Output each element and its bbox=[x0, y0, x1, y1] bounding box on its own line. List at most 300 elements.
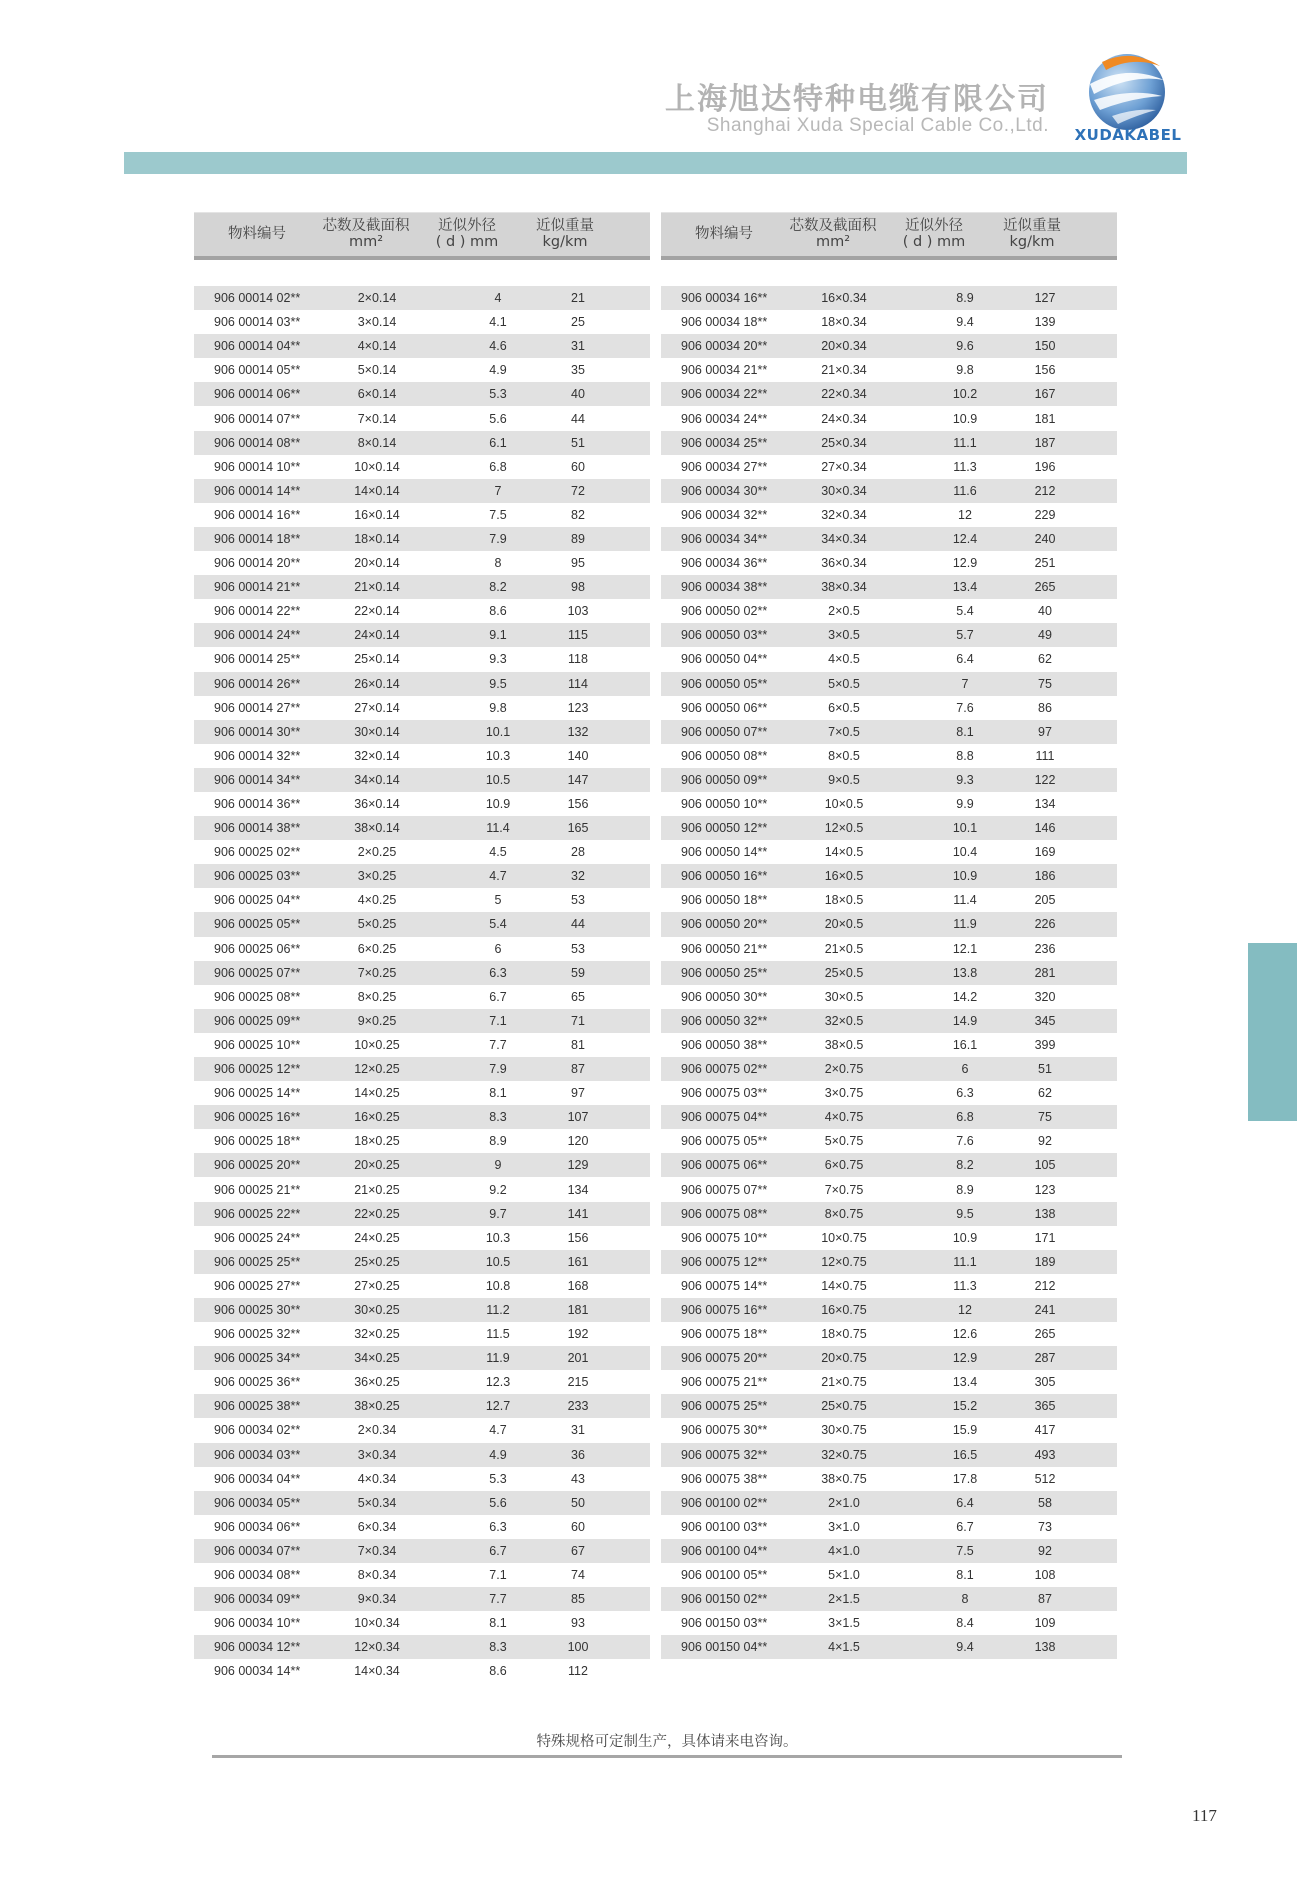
cell-diameter-text: 5.6 bbox=[489, 1495, 507, 1510]
cell-area bbox=[320, 363, 412, 377]
cell-diameter-text: 4.7 bbox=[489, 1423, 507, 1438]
cell-code bbox=[194, 1664, 320, 1678]
cell-weight bbox=[989, 845, 1075, 859]
cell-code-text: 906 00050 06** bbox=[681, 700, 768, 715]
cell-code bbox=[194, 917, 320, 931]
cell-weight-text: 112 bbox=[568, 1664, 588, 1679]
cell-weight-text: 320 bbox=[1034, 989, 1056, 1004]
cell-diameter bbox=[879, 436, 989, 450]
cell-code-text: 906 00075 32** bbox=[681, 1447, 768, 1462]
table-row bbox=[194, 1394, 650, 1418]
cell-code-text: 906 00050 03** bbox=[681, 628, 768, 643]
cell-diameter-text: 10.5 bbox=[485, 772, 511, 787]
cell-code-text: 906 00100 04** bbox=[681, 1543, 768, 1558]
table-row bbox=[661, 1370, 1117, 1394]
cell-weight-text: 129 bbox=[567, 1158, 589, 1173]
cell-code bbox=[661, 580, 787, 594]
table-row bbox=[661, 455, 1117, 479]
cell-code-text: 906 00025 02** bbox=[214, 845, 301, 860]
cell-diameter bbox=[412, 942, 522, 956]
cell-diameter bbox=[879, 315, 989, 329]
cell-area-text: 32×0.25 bbox=[354, 1327, 400, 1342]
cell-weight-text: 72 bbox=[571, 483, 585, 498]
cell-area-text: 6×0.5 bbox=[828, 700, 860, 715]
cell-weight-text: 67 bbox=[571, 1543, 585, 1558]
cell-code bbox=[194, 1568, 320, 1582]
col-header-area-unit: mm² bbox=[815, 234, 851, 250]
cell-code bbox=[194, 1496, 320, 1510]
cell-diameter bbox=[412, 1014, 522, 1028]
cell-code bbox=[661, 797, 787, 811]
cell-code bbox=[661, 1327, 787, 1341]
cell-weight-text: 85 bbox=[571, 1592, 585, 1607]
cell-code-text: 906 00050 05** bbox=[681, 676, 768, 691]
cell-code-text: 906 00034 32** bbox=[681, 507, 768, 522]
cell-area-text: 4×0.14 bbox=[357, 339, 397, 354]
cell-code bbox=[661, 942, 787, 956]
cell-area bbox=[320, 1183, 412, 1197]
cell-code-text: 906 00075 20** bbox=[681, 1351, 768, 1366]
cell-area bbox=[320, 412, 412, 426]
cell-code-text: 906 00100 02** bbox=[681, 1495, 768, 1510]
col-header-weight-label: 近似重量 bbox=[1003, 218, 1061, 234]
cell-area-text: 7×0.14 bbox=[357, 411, 397, 426]
cell-area bbox=[320, 773, 412, 787]
cell-area-text: 30×0.25 bbox=[354, 1302, 400, 1317]
cell-weight-text: 226 bbox=[1034, 917, 1056, 932]
cell-area-text: 4×0.5 bbox=[828, 652, 860, 667]
cell-area-text: 20×0.5 bbox=[824, 917, 864, 932]
cell-code-text: 906 00034 34** bbox=[681, 531, 768, 546]
table-row bbox=[194, 358, 650, 382]
cell-code-text: 906 00014 10** bbox=[214, 459, 301, 474]
cell-diameter bbox=[412, 1327, 522, 1341]
cell-code-text: 906 00034 38** bbox=[681, 580, 768, 595]
cell-weight bbox=[989, 532, 1075, 546]
cell-area bbox=[320, 1110, 412, 1124]
col-header-area bbox=[787, 218, 879, 250]
cell-code bbox=[194, 556, 320, 570]
cell-weight-text: 28 bbox=[571, 845, 585, 860]
cell-code-text: 906 00025 03** bbox=[214, 869, 301, 884]
cell-code bbox=[194, 1183, 320, 1197]
cell-code bbox=[194, 412, 320, 426]
cell-diameter bbox=[412, 387, 522, 401]
cell-code bbox=[194, 773, 320, 787]
cell-code-text: 906 00050 14** bbox=[681, 845, 768, 860]
cell-weight bbox=[522, 1351, 608, 1365]
cell-weight bbox=[522, 1086, 608, 1100]
cell-code bbox=[661, 1616, 787, 1630]
table-row bbox=[194, 334, 650, 358]
cell-weight bbox=[522, 1399, 608, 1413]
table-row bbox=[661, 1322, 1117, 1346]
cell-weight bbox=[522, 339, 608, 353]
cell-code-text: 906 00025 22** bbox=[214, 1206, 301, 1221]
cell-diameter-text: 11.2 bbox=[486, 1302, 510, 1317]
cell-diameter-text: 10.1 bbox=[485, 724, 511, 739]
cell-code bbox=[194, 1423, 320, 1437]
cell-area-text: 16×0.14 bbox=[354, 507, 400, 522]
cell-diameter bbox=[879, 460, 989, 474]
cell-weight bbox=[989, 1014, 1075, 1028]
cell-code-text: 906 00014 05** bbox=[214, 363, 301, 378]
cell-area bbox=[787, 990, 879, 1004]
cell-area-text: 3×0.75 bbox=[824, 1086, 864, 1101]
table-row bbox=[661, 1226, 1117, 1250]
cell-code bbox=[194, 1086, 320, 1100]
cell-area bbox=[320, 460, 412, 474]
cell-code bbox=[661, 869, 787, 883]
cell-area bbox=[320, 291, 412, 305]
cell-diameter bbox=[879, 1158, 989, 1172]
cell-weight-text: 171 bbox=[1034, 1230, 1056, 1245]
table-row bbox=[661, 1515, 1117, 1539]
col-header-weight bbox=[989, 218, 1075, 250]
cell-weight-text: 181 bbox=[567, 1302, 589, 1317]
cell-weight-text: 150 bbox=[1034, 339, 1056, 354]
cell-weight-text: 43 bbox=[571, 1471, 585, 1486]
cell-diameter-text: 11.9 bbox=[486, 1351, 510, 1366]
cell-code bbox=[661, 1231, 787, 1245]
cell-diameter-text: 9.8 bbox=[956, 363, 974, 378]
cell-diameter-text: 5.7 bbox=[956, 628, 974, 643]
cell-diameter-text: 4.7 bbox=[489, 869, 507, 884]
cell-code bbox=[194, 580, 320, 594]
cell-code bbox=[194, 1375, 320, 1389]
cell-weight bbox=[989, 1496, 1075, 1510]
table-row bbox=[661, 985, 1117, 1009]
cell-diameter-text: 6.3 bbox=[956, 1086, 974, 1101]
cell-diameter-text: 4.1 bbox=[489, 315, 507, 330]
cell-area-text: 18×0.75 bbox=[821, 1327, 867, 1342]
col-header-weight-label: 近似重量 bbox=[536, 218, 594, 234]
cell-weight-text: 89 bbox=[571, 531, 585, 546]
cell-diameter bbox=[412, 1183, 522, 1197]
cell-code bbox=[194, 677, 320, 691]
cell-diameter-text: 9.7 bbox=[489, 1206, 507, 1221]
cell-weight bbox=[522, 1520, 608, 1534]
cell-area bbox=[320, 315, 412, 329]
cell-code bbox=[661, 1375, 787, 1389]
table-row bbox=[661, 720, 1117, 744]
cell-code-text: 906 00014 06** bbox=[214, 387, 301, 402]
cell-weight-text: 122 bbox=[1034, 772, 1056, 787]
cell-code bbox=[194, 628, 320, 642]
cell-area bbox=[320, 580, 412, 594]
cell-code bbox=[194, 363, 320, 377]
cell-diameter-text: 6.7 bbox=[956, 1519, 974, 1534]
cell-weight-text: 192 bbox=[567, 1327, 589, 1342]
cell-diameter-text: 9.6 bbox=[956, 339, 974, 354]
cell-weight bbox=[522, 532, 608, 546]
cell-weight bbox=[522, 1448, 608, 1462]
cell-area-text: 32×0.34 bbox=[821, 507, 867, 522]
cell-area-text: 7×0.34 bbox=[357, 1543, 397, 1558]
cell-diameter bbox=[412, 1568, 522, 1582]
col-header-area-label: 芯数及截面积 bbox=[789, 218, 877, 234]
table-row bbox=[661, 1443, 1117, 1467]
cell-code-text: 906 00034 08** bbox=[214, 1568, 301, 1583]
cell-diameter-text: 12 bbox=[958, 1302, 972, 1317]
cell-area bbox=[787, 1472, 879, 1486]
cell-code-text: 906 00014 21** bbox=[214, 580, 301, 595]
cell-diameter-text: 8.6 bbox=[489, 1664, 507, 1679]
cell-code-text: 906 00014 16** bbox=[214, 507, 301, 522]
cell-diameter-text: 8 bbox=[961, 1592, 969, 1607]
table-row bbox=[194, 1587, 650, 1611]
cell-area-text: 4×0.25 bbox=[357, 893, 397, 908]
table-row bbox=[194, 1659, 650, 1683]
cell-area bbox=[787, 1592, 879, 1606]
cell-weight-text: 87 bbox=[571, 1062, 585, 1077]
table-row bbox=[661, 431, 1117, 455]
table-row bbox=[661, 1177, 1117, 1201]
cell-area bbox=[787, 1544, 879, 1558]
cell-weight bbox=[989, 1616, 1075, 1630]
table-row bbox=[194, 647, 650, 671]
table-row bbox=[661, 864, 1117, 888]
cell-weight bbox=[989, 966, 1075, 980]
cell-area-text: 4×0.34 bbox=[357, 1471, 397, 1486]
cell-diameter bbox=[412, 315, 522, 329]
cell-weight bbox=[989, 628, 1075, 642]
cell-area bbox=[320, 1496, 412, 1510]
cell-area bbox=[320, 1616, 412, 1630]
cell-area-text: 38×0.14 bbox=[354, 821, 400, 836]
cell-weight bbox=[522, 917, 608, 931]
cell-weight-text: 92 bbox=[1038, 1134, 1052, 1149]
cell-weight bbox=[989, 1303, 1075, 1317]
cell-area bbox=[320, 701, 412, 715]
cell-weight bbox=[522, 1664, 608, 1678]
cell-diameter bbox=[879, 1303, 989, 1317]
cell-diameter bbox=[412, 436, 522, 450]
cell-code bbox=[194, 1255, 320, 1269]
cell-code-text: 906 00034 12** bbox=[214, 1640, 301, 1655]
table-row bbox=[661, 1563, 1117, 1587]
cell-diameter bbox=[412, 1496, 522, 1510]
cell-diameter bbox=[412, 1279, 522, 1293]
cell-diameter bbox=[412, 1110, 522, 1124]
cell-code-text: 906 00025 38** bbox=[214, 1399, 301, 1414]
cell-code bbox=[194, 315, 320, 329]
cell-weight bbox=[522, 1038, 608, 1052]
cell-area bbox=[320, 1351, 412, 1365]
cell-weight-text: 493 bbox=[1034, 1447, 1056, 1462]
cell-weight bbox=[989, 1472, 1075, 1486]
table-row bbox=[194, 1274, 650, 1298]
cell-code-text: 906 00025 16** bbox=[214, 1110, 301, 1125]
cell-weight bbox=[522, 1592, 608, 1606]
cell-code-text: 906 00150 02** bbox=[681, 1592, 768, 1607]
cell-area-text: 7×0.75 bbox=[824, 1182, 864, 1197]
cell-weight bbox=[989, 1375, 1075, 1389]
cell-code-text: 906 00075 30** bbox=[681, 1423, 768, 1438]
cell-diameter bbox=[412, 556, 522, 570]
cell-area bbox=[320, 1640, 412, 1654]
cell-code bbox=[661, 1423, 787, 1437]
cell-diameter bbox=[879, 893, 989, 907]
cell-code-text: 906 00014 08** bbox=[214, 435, 301, 450]
cell-code bbox=[194, 942, 320, 956]
cell-area-text: 3×0.25 bbox=[357, 869, 397, 884]
cell-code-text: 906 00025 08** bbox=[214, 989, 301, 1004]
cell-weight-text: 212 bbox=[1034, 483, 1056, 498]
table-row bbox=[194, 455, 650, 479]
cell-weight-text: 118 bbox=[568, 652, 588, 667]
cell-code-text: 906 00075 07** bbox=[681, 1182, 768, 1197]
cell-weight bbox=[522, 990, 608, 1004]
cell-weight bbox=[989, 1158, 1075, 1172]
cell-code bbox=[194, 845, 320, 859]
cell-code bbox=[194, 1520, 320, 1534]
cell-weight bbox=[522, 1134, 608, 1148]
cell-weight-text: 132 bbox=[567, 724, 589, 739]
table-row bbox=[194, 431, 650, 455]
table-row bbox=[194, 406, 650, 430]
cell-weight bbox=[989, 893, 1075, 907]
cell-area-text: 30×0.34 bbox=[821, 483, 867, 498]
cell-code-text: 906 00014 27** bbox=[214, 700, 301, 715]
cell-code bbox=[194, 1448, 320, 1462]
cell-area bbox=[787, 1038, 879, 1052]
cell-area bbox=[787, 797, 879, 811]
cell-diameter bbox=[412, 1399, 522, 1413]
cell-code bbox=[661, 1592, 787, 1606]
cell-weight bbox=[989, 942, 1075, 956]
cell-diameter bbox=[879, 532, 989, 546]
table-row bbox=[661, 1298, 1117, 1322]
cell-weight bbox=[522, 701, 608, 715]
cell-weight-text: 201 bbox=[567, 1351, 589, 1366]
cell-area bbox=[787, 701, 879, 715]
cell-weight bbox=[989, 1038, 1075, 1052]
cell-weight-text: 181 bbox=[1034, 411, 1056, 426]
cell-area-text: 20×0.25 bbox=[354, 1158, 400, 1173]
cell-code bbox=[661, 990, 787, 1004]
cell-diameter bbox=[412, 1086, 522, 1100]
cell-area bbox=[787, 1279, 879, 1293]
cell-weight bbox=[989, 387, 1075, 401]
cell-diameter bbox=[879, 917, 989, 931]
cell-diameter-text: 13.4 bbox=[952, 580, 978, 595]
cell-diameter bbox=[412, 845, 522, 859]
cell-weight-text: 205 bbox=[1034, 893, 1056, 908]
cell-diameter-text: 11.5 bbox=[486, 1327, 510, 1342]
cell-area-text: 16×0.75 bbox=[821, 1302, 867, 1317]
cell-area bbox=[320, 652, 412, 666]
cell-weight-text: 281 bbox=[1034, 965, 1056, 980]
cell-code-text: 906 00050 16** bbox=[681, 869, 768, 884]
cell-area-text: 22×0.25 bbox=[354, 1206, 400, 1221]
cell-diameter bbox=[879, 1110, 989, 1124]
cell-area bbox=[787, 773, 879, 787]
cell-weight bbox=[522, 1568, 608, 1582]
cell-diameter bbox=[412, 291, 522, 305]
cell-area-text: 2×0.34 bbox=[357, 1423, 397, 1438]
cell-weight bbox=[522, 556, 608, 570]
table-row bbox=[194, 985, 650, 1009]
cell-diameter-text: 7 bbox=[494, 483, 502, 498]
cell-diameter bbox=[412, 1664, 522, 1678]
cell-code-text: 906 00034 07** bbox=[214, 1543, 301, 1558]
cell-weight-text: 134 bbox=[567, 1182, 589, 1197]
table-row bbox=[194, 1611, 650, 1635]
cell-weight bbox=[989, 363, 1075, 377]
cell-code-text: 906 00025 10** bbox=[214, 1037, 301, 1052]
cell-area-text: 16×0.34 bbox=[821, 291, 867, 306]
cell-area bbox=[320, 1327, 412, 1341]
cell-diameter bbox=[412, 460, 522, 474]
table-row bbox=[661, 551, 1117, 575]
table-row bbox=[194, 1033, 650, 1057]
table-row bbox=[194, 1491, 650, 1515]
cell-weight bbox=[989, 1423, 1075, 1437]
cell-diameter bbox=[879, 628, 989, 642]
cell-code-text: 906 00050 21** bbox=[681, 941, 768, 956]
table-row bbox=[661, 358, 1117, 382]
cell-area-text: 38×0.5 bbox=[824, 1037, 864, 1052]
cell-code-text: 906 00014 36** bbox=[214, 797, 301, 812]
cell-weight-text: 305 bbox=[1034, 1375, 1056, 1390]
cell-weight-text: 165 bbox=[567, 821, 589, 836]
table-row bbox=[194, 744, 650, 768]
cell-area-text: 21×0.5 bbox=[824, 941, 864, 956]
table-row bbox=[194, 888, 650, 912]
cell-area bbox=[787, 869, 879, 883]
cell-diameter bbox=[412, 1038, 522, 1052]
cell-area-text: 34×0.14 bbox=[354, 772, 400, 787]
cell-diameter bbox=[412, 604, 522, 618]
cell-area-text: 27×0.14 bbox=[354, 700, 400, 715]
cell-diameter bbox=[879, 1038, 989, 1052]
cell-diameter-text: 7.6 bbox=[956, 1134, 974, 1149]
cell-weight-text: 139 bbox=[1034, 315, 1056, 330]
cell-diameter-text: 4.6 bbox=[489, 339, 507, 354]
cell-code bbox=[194, 1327, 320, 1341]
cell-weight bbox=[989, 821, 1075, 835]
table-row bbox=[194, 1322, 650, 1346]
cell-weight bbox=[989, 990, 1075, 1004]
cell-diameter bbox=[879, 725, 989, 739]
cell-weight bbox=[522, 749, 608, 763]
cell-code-text: 906 00034 03** bbox=[214, 1447, 301, 1462]
cell-area bbox=[320, 1472, 412, 1486]
cell-weight-text: 87 bbox=[1038, 1592, 1052, 1607]
cell-diameter bbox=[412, 749, 522, 763]
cell-weight bbox=[989, 773, 1075, 787]
cell-area bbox=[787, 460, 879, 474]
cell-area-text: 2×0.14 bbox=[357, 291, 397, 306]
cell-diameter bbox=[412, 363, 522, 377]
cell-diameter bbox=[879, 556, 989, 570]
cell-diameter-text: 5 bbox=[494, 893, 502, 908]
table-row bbox=[194, 792, 650, 816]
cell-diameter-text: 5.6 bbox=[489, 411, 507, 426]
cell-code-text: 906 00025 07** bbox=[214, 965, 301, 980]
cell-weight-text: 186 bbox=[1034, 869, 1056, 884]
cell-diameter-text: 9.5 bbox=[956, 1206, 974, 1221]
cell-weight bbox=[522, 604, 608, 618]
cell-area bbox=[787, 580, 879, 594]
cell-diameter bbox=[879, 797, 989, 811]
cell-area bbox=[320, 484, 412, 498]
cell-diameter bbox=[412, 1351, 522, 1365]
cell-area-text: 3×0.34 bbox=[357, 1447, 397, 1462]
table-row bbox=[194, 696, 650, 720]
cell-diameter-text: 8.9 bbox=[956, 1182, 974, 1197]
